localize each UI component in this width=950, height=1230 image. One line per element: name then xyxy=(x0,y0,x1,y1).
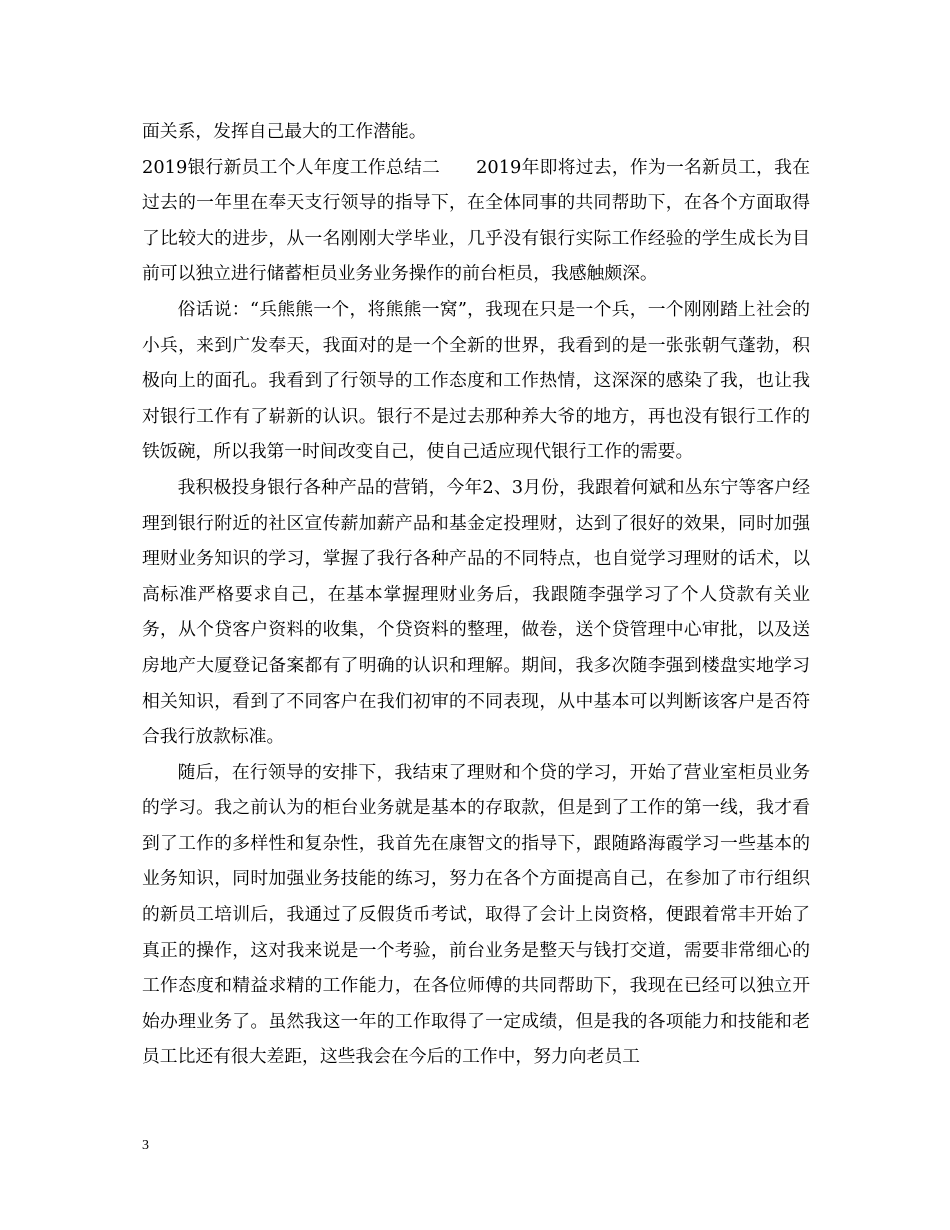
paragraph-4: 我积极投身银行各种产品的营销，今年2、3月份，我跟着何斌和丛东宁等客户经理到银行附近的社区宣传薪加薪产品和基金定投理财，达到了很好的效果，同时加强理财业务知识的学习，掌握了我行各种产品的不同特点，也自觉学习理财的话术，以高标准严格要求自己，在基本掌握理财业务后，我跟随李强学习了个人贷款有关业务，从个贷客户资料的收集，个贷资料的整理，做卷，送个贷管理中心审批，以及送房地产大厦登记备案都有了明确的认识和理解。期间，我多次随李强到楼盘实地学习相关知识，看到了不同客户在我们初审的不同表现，从中基本可以判断该客户是否符合我行放款标准。 xyxy=(142,476,810,748)
paragraph-3: 俗话说：“兵熊熊一个，将熊熊一窝”，我现在只是一个兵，一个刚刚踏上社会的小兵，来到广发奉天，我面对的是一个全新的世界，我看到的是一张张朝气蓬勃，积极向上的面孔。我看到了行领导的工作态度和工作热情，这深深的感染了我，也让我对银行工作有了崭新的认识。银行不是过去那种养大爷的地方，再也没有银行工作的铁饭碗，所以我第一时间改变自己，使自己适应现代银行工作的需要。 xyxy=(142,298,810,463)
paragraph-2: 2019银行新员工个人年度工作总结二 2019年即将过去，作为一名新员工，我在过去的一年里在奉天支行领导的指导下，在全体同事的共同帮助下，在各个方面取得了比较大的进步，从一名刚刚大学毕业，几乎没有银行实际工作经验的学生成长为目前可以独立进行储蓄柜员业务业务操作的前台柜员，我感触颇深。 xyxy=(142,156,810,285)
paragraph-1: 面关系，发挥自己最大的工作潜能。 xyxy=(142,121,427,142)
page-number: 3 xyxy=(142,1138,149,1153)
body-text xyxy=(142,114,810,1075)
paragraph-5: 随后，在行领导的安排下，我结束了理财和个贷的学习，开始了营业室柜员业务的学习。我之前认为的柜台业务就是基本的存取款，但是到了工作的第一线，我才看到了工作的多样性和复杂性，我首先在康智文的指导下，跟随路海霞学习一些基本的业务知识，同时加强业务技能的练习，努力在各个方面提高自己，在参加了市行组织的新员工培训后，我通过了反假货币考试，取得了会计上岗资格，便跟着常丰开始了真正的操作，这对我来说是一个考验，前台业务是整天与钱打交道，需要非常细心的工作态度和精益求精的工作能力，在各位师傅的共同帮助下，我现在已经可以独立开始办理业务了。虽然我这一年的工作取得了一定成绩，但是我的各项能力和技能和老员工比还有很大差距，这些我会在今后的工作中，努力向老员工 xyxy=(142,761,810,1068)
